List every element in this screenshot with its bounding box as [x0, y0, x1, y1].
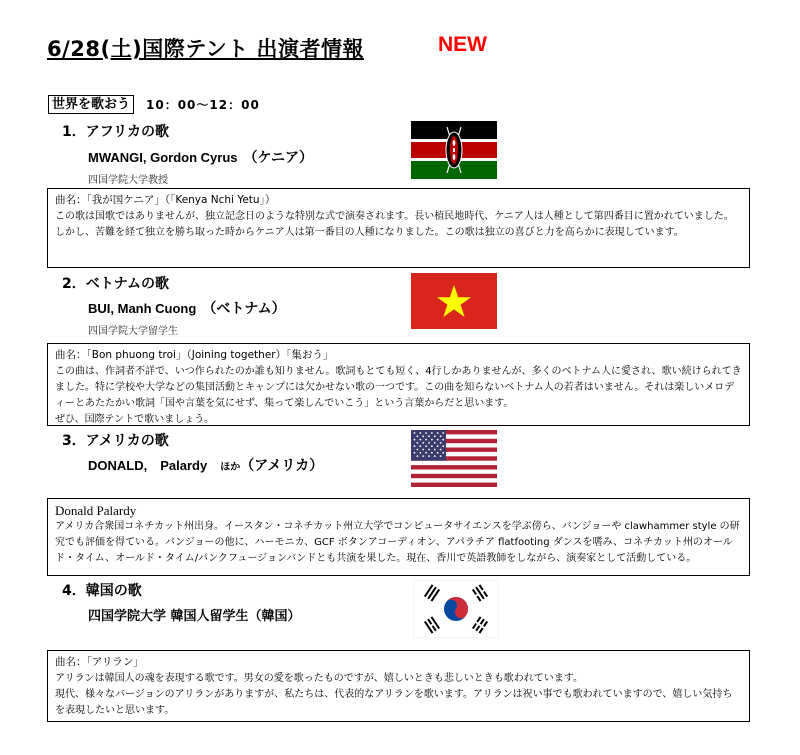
song-description-box [47, 188, 750, 268]
korea-flag [413, 580, 499, 638]
song-description-box [47, 343, 750, 426]
performer-name: 四国学院大学 韓国人留学生（韓国） [88, 609, 301, 624]
song-title: 曲名：「Bon phuong troi」（Joining together）「集おう」 [55, 349, 334, 361]
performer-name: BUI, Manh Cuong （ベトナム） [88, 301, 286, 317]
affiliation: 四国学院大学教授 [88, 175, 168, 186]
performer-name: DONALD, Palardy ほか（アメリカ） [88, 458, 324, 474]
song-description-box [47, 650, 750, 722]
song-description-extra: ぜひ、国際テントで歌いましょう。 [55, 414, 215, 425]
vietnam-flag [411, 273, 497, 329]
entry-title: 3．アメリカの歌 [62, 433, 169, 449]
entry-title: 4．韓国の歌 [62, 583, 142, 599]
song-description: この曲は、作詞者不詳で、いつ作られたのか誰も知りません。歌詞もとても短く、4行しかありませんが、多くのベトナム人に愛され、歌い続けられてきました。特に学校や大学などの集団活動とキャンプには欠かせない歌の一つです。この曲を知らないベトナム人の若者はいません。それは楽しいメロディーとあたたかい歌詞「国や言葉を気にせず、集って楽しんでいこう」という言葉からだと思います。 [55, 366, 742, 409]
song-title: 曲名：「我が国ケニア」（「Kenya Nchi Yetu」） [55, 194, 276, 206]
performer-name: MWANGI, Gordon Cyrus （ケニア） [88, 150, 313, 166]
page-title: 6/28(土)国際テント 出演者情報 [47, 37, 364, 61]
new-badge: NEW [438, 33, 487, 56]
entry-title: 1．アフリカの歌 [62, 124, 170, 140]
session-label: 世界を歌おう [48, 95, 134, 114]
entry-title: 2．ベトナムの歌 [62, 276, 170, 292]
session-time: 10：00〜12：00 [146, 98, 260, 112]
song-title: 曲名：「アリラン」 [55, 656, 144, 668]
kenya-flag [411, 121, 497, 179]
usa-flag [411, 430, 497, 487]
affiliation: 四国学院大学留学生 [88, 326, 178, 337]
performer-bio-box [47, 498, 750, 576]
bio-text: アメリカ合衆国コネチカット州出身。イースタン・コネチカット州立大学でコンピュータサイエンスを学ぶ傍ら、バンジョーや clawhammer style の研究でも評価を得ている。バンジョーの他に、ハーモニカ、GCF ボタンアコーディオン、アパラチア flatfooting ダンスを嗜み、コネチカット州のオールド・タイム、オールド・タイム/パンクフュージョンバンドとも共演を果した。現在、香川で英語教師をしながら、演奏家として活動している。 [55, 521, 740, 564]
song-description-extra: 現代、様々なバージョンのアリランがありますが、私たちは、代表的なアリランを歌います。アリランは祝い事でも歌われていますので、嬉しい気持ちを表現したいと思います。 [55, 689, 733, 716]
bio-heading: Donald Palardy [55, 503, 137, 518]
song-description: この歌は国歌ではありませんが、独立記念日のような特別な式で演奏されます。長い植民地時代、ケニア人は人種として第四番目に置かれていました。しかし、苦難を経て独立を勝ち取った時からケニア人は第一番目の人種になりました。この歌は独立の喜びと力を高らかに表現しています。 [55, 211, 734, 238]
song-description: アリランは韓国人の魂を表現する歌です。男女の愛を歌ったものですが、嬉しいときも悲しいときも歌われています。 [55, 673, 583, 684]
